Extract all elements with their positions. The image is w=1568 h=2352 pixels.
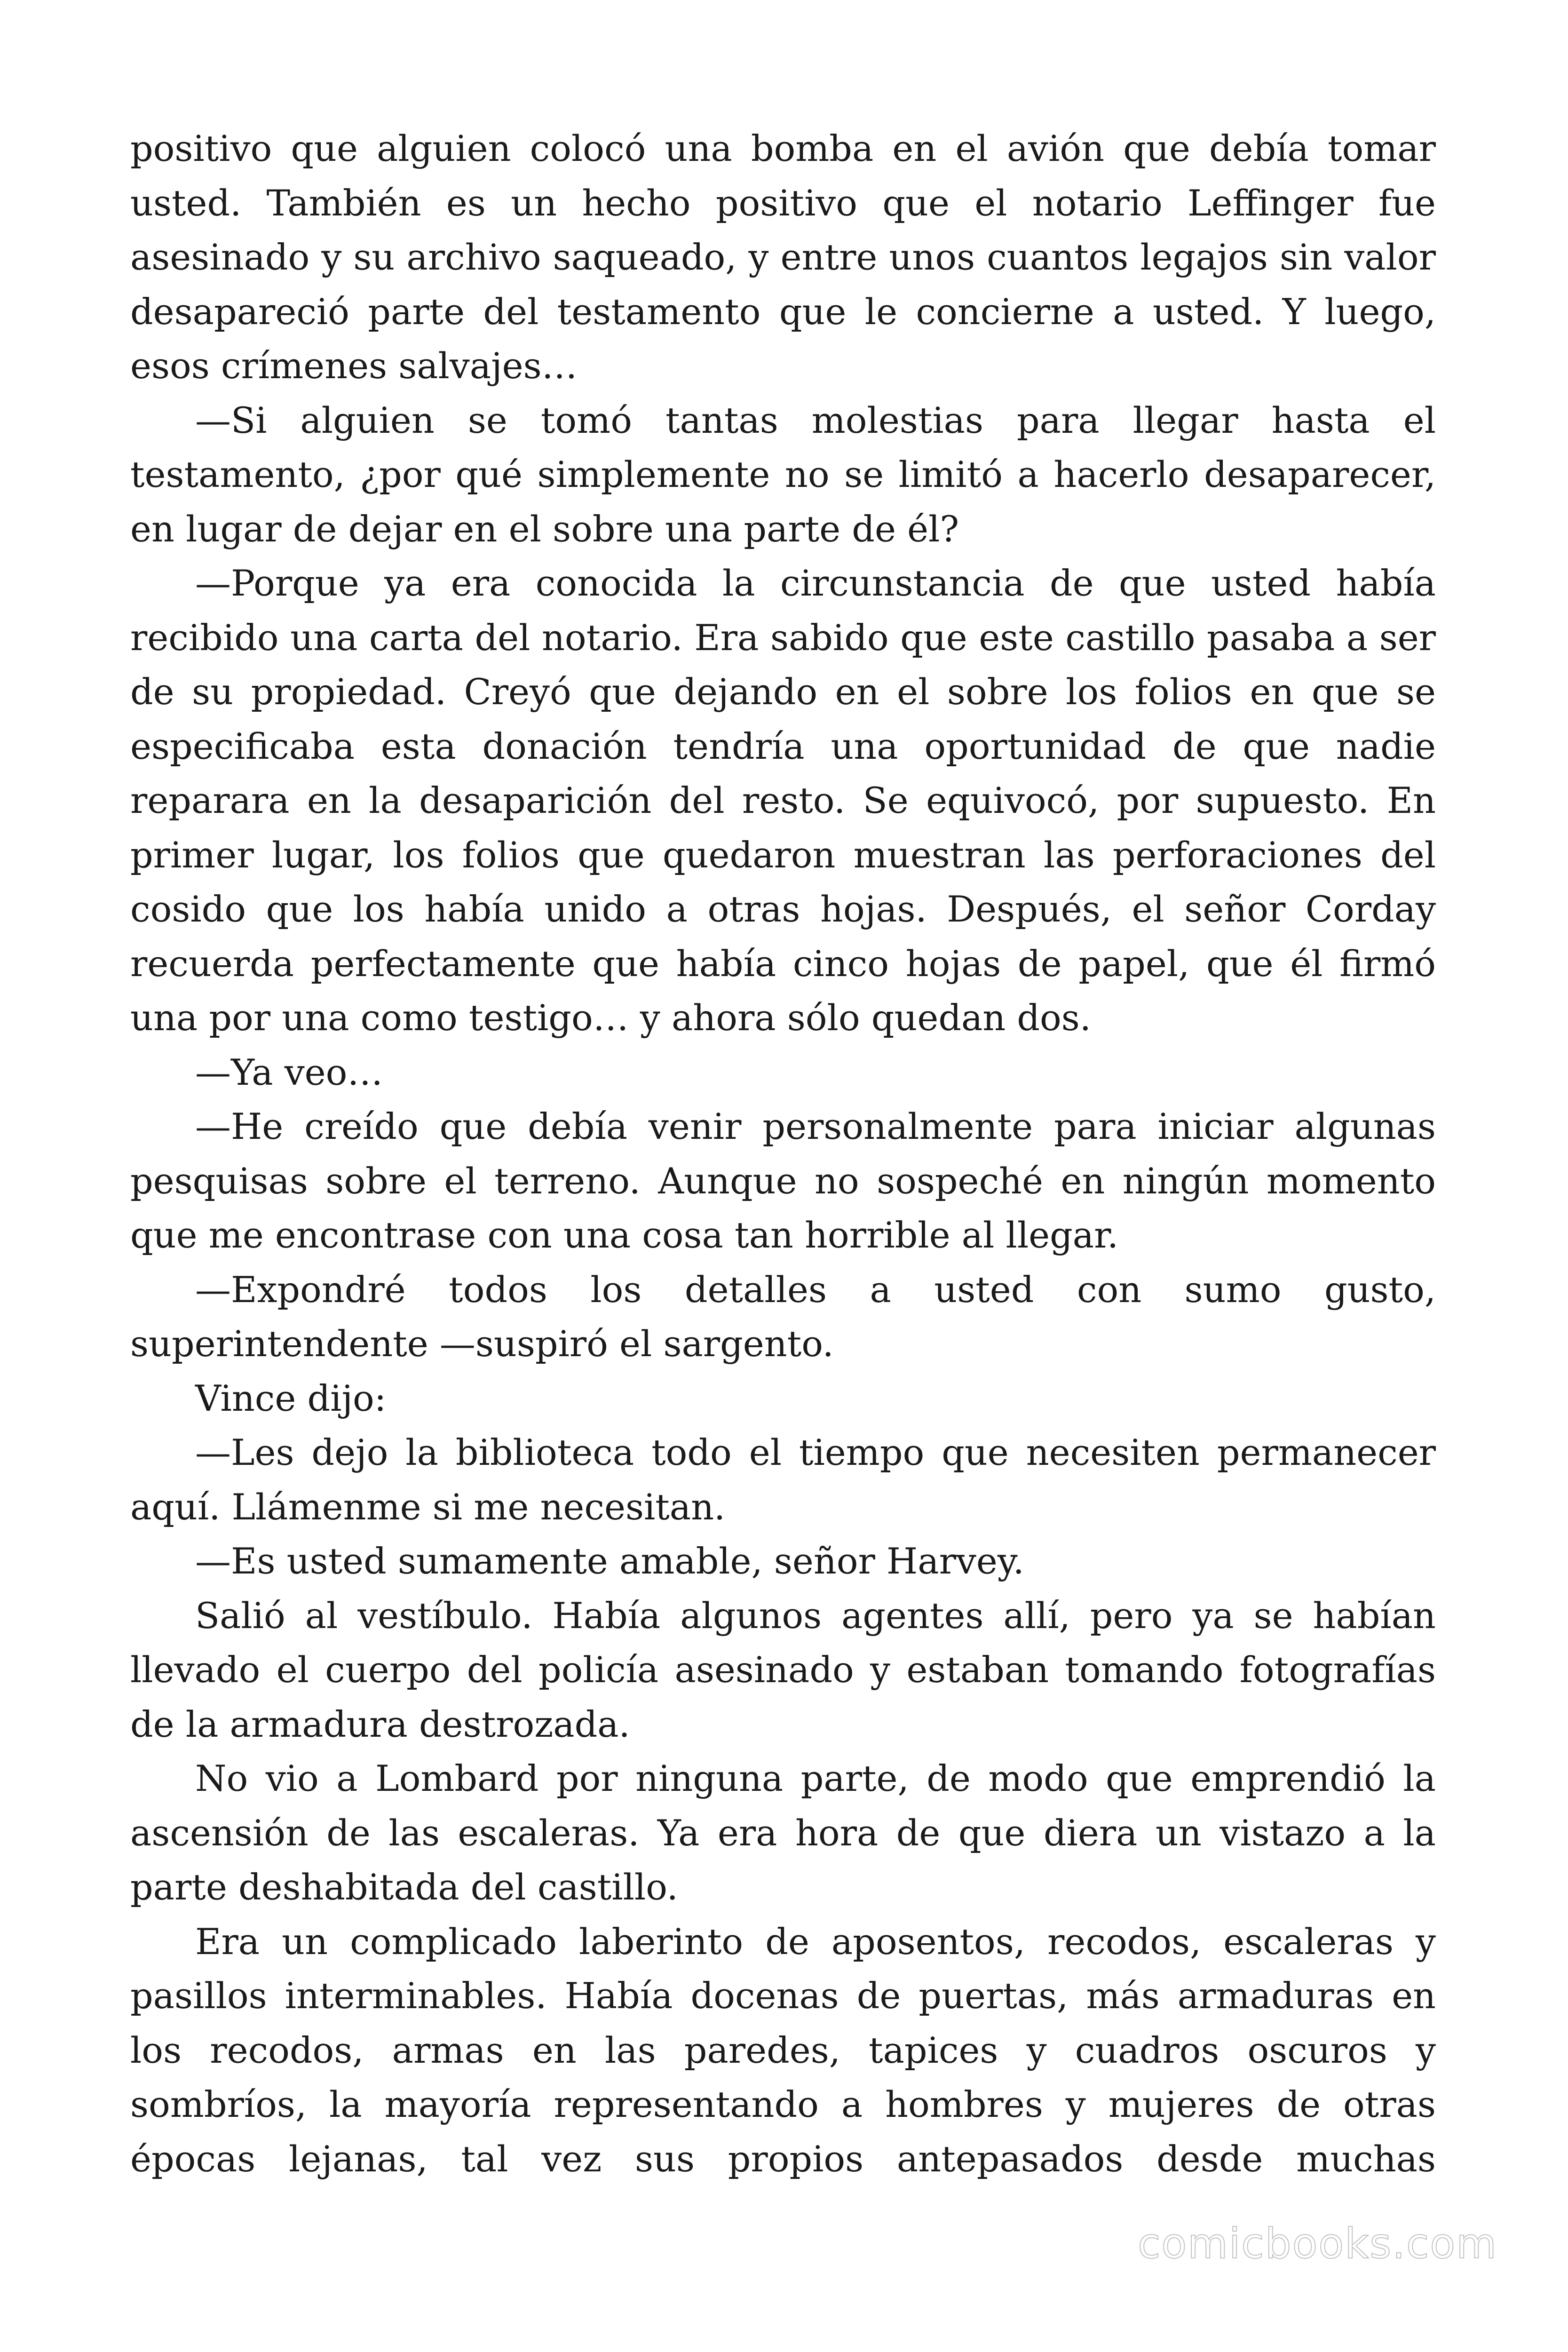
watermark-logo: comicbooks.com: [1137, 2219, 1497, 2268]
paragraph-5: —He creído que debía venir personalmente para iniciar algunas pesquisas sobre el terreno. Aunque no sospeché en ningún momento que me encontrase con una cosa tan horrible al llegar.: [130, 1105, 1436, 1256]
paragraph-3: —Porque ya era conocida la circunstancia de que usted había recibido una carta del notario. Era sabido que este castillo pasaba a ser de su propiedad. Creyó que dejando en el sobre los folios en que se especificaba esta donación tendría una oportunidad de que nadie reparara en la desaparición del resto. Se equivocó, por supuesto. En primer lugar, los folios que quedaron muestran las perforaciones del cosido que los había unido a otras hojas. Después, el señor Corday recuerda perfectamente que había cinco hojas de papel, que él firmó una por una como testigo… y ahora sólo quedan dos.: [130, 562, 1436, 1039]
paragraph-7: Vince dijo:: [195, 1377, 387, 1419]
paragraph-1: positivo que alguien colocó una bomba en el avión que debía tomar usted. También es un hecho positivo que el notario Leffinger fue asesinado y su archivo saqueado, y entre unos cuantos legajos sin valor desapareció parte del testamento que le concierne a usted. Y luego, esos crímenes salvajes…: [130, 127, 1436, 387]
paragraph-11: No vio a Lombard por ninguna parte, de modo que emprendió la ascensión de las escaleras. Ya era hora de que diera un vistazo a la parte deshabitada del castillo.: [130, 1757, 1436, 1908]
paragraph-10: Salió al vestíbulo. Había algunos agentes allí, pero ya se habían llevado el cuerpo del policía asesinado y estaban tomando fotografías de la armadura destrozada.: [130, 1594, 1436, 1745]
paragraph-4: —Ya veo…: [195, 1051, 383, 1093]
paragraph-12: Era un complicado laberinto de aposentos, recodos, escaleras y pasillos interminables. Había docenas de puertas, más armaduras en los recodos, armas en las paredes, tapices y cuadros oscuros y sombríos, la mayoría representando a hombres y mujeres de otras épocas lejanas, tal vez sus propios antepasados desde muchas: [130, 1920, 1436, 2180]
paragraph-8: —Les dejo la biblioteca todo el tiempo que necesiten permanecer aquí. Llámenme si me necesitan.: [130, 1431, 1436, 1528]
body-text: [130, 121, 1436, 2186]
paragraph-6: —Expondré todos los detalles a usted con sumo gusto, superintendente —suspiró el sargento.: [130, 1268, 1436, 1365]
paragraph-2: —Si alguien se tomó tantas molestias para llegar hasta el testamento, ¿por qué simplemente no se limitó a hacerlo desaparecer, en lugar de dejar en el sobre una parte de él?: [130, 399, 1436, 550]
paragraph-9: —Es usted sumamente amable, señor Harvey.: [195, 1540, 1024, 1582]
